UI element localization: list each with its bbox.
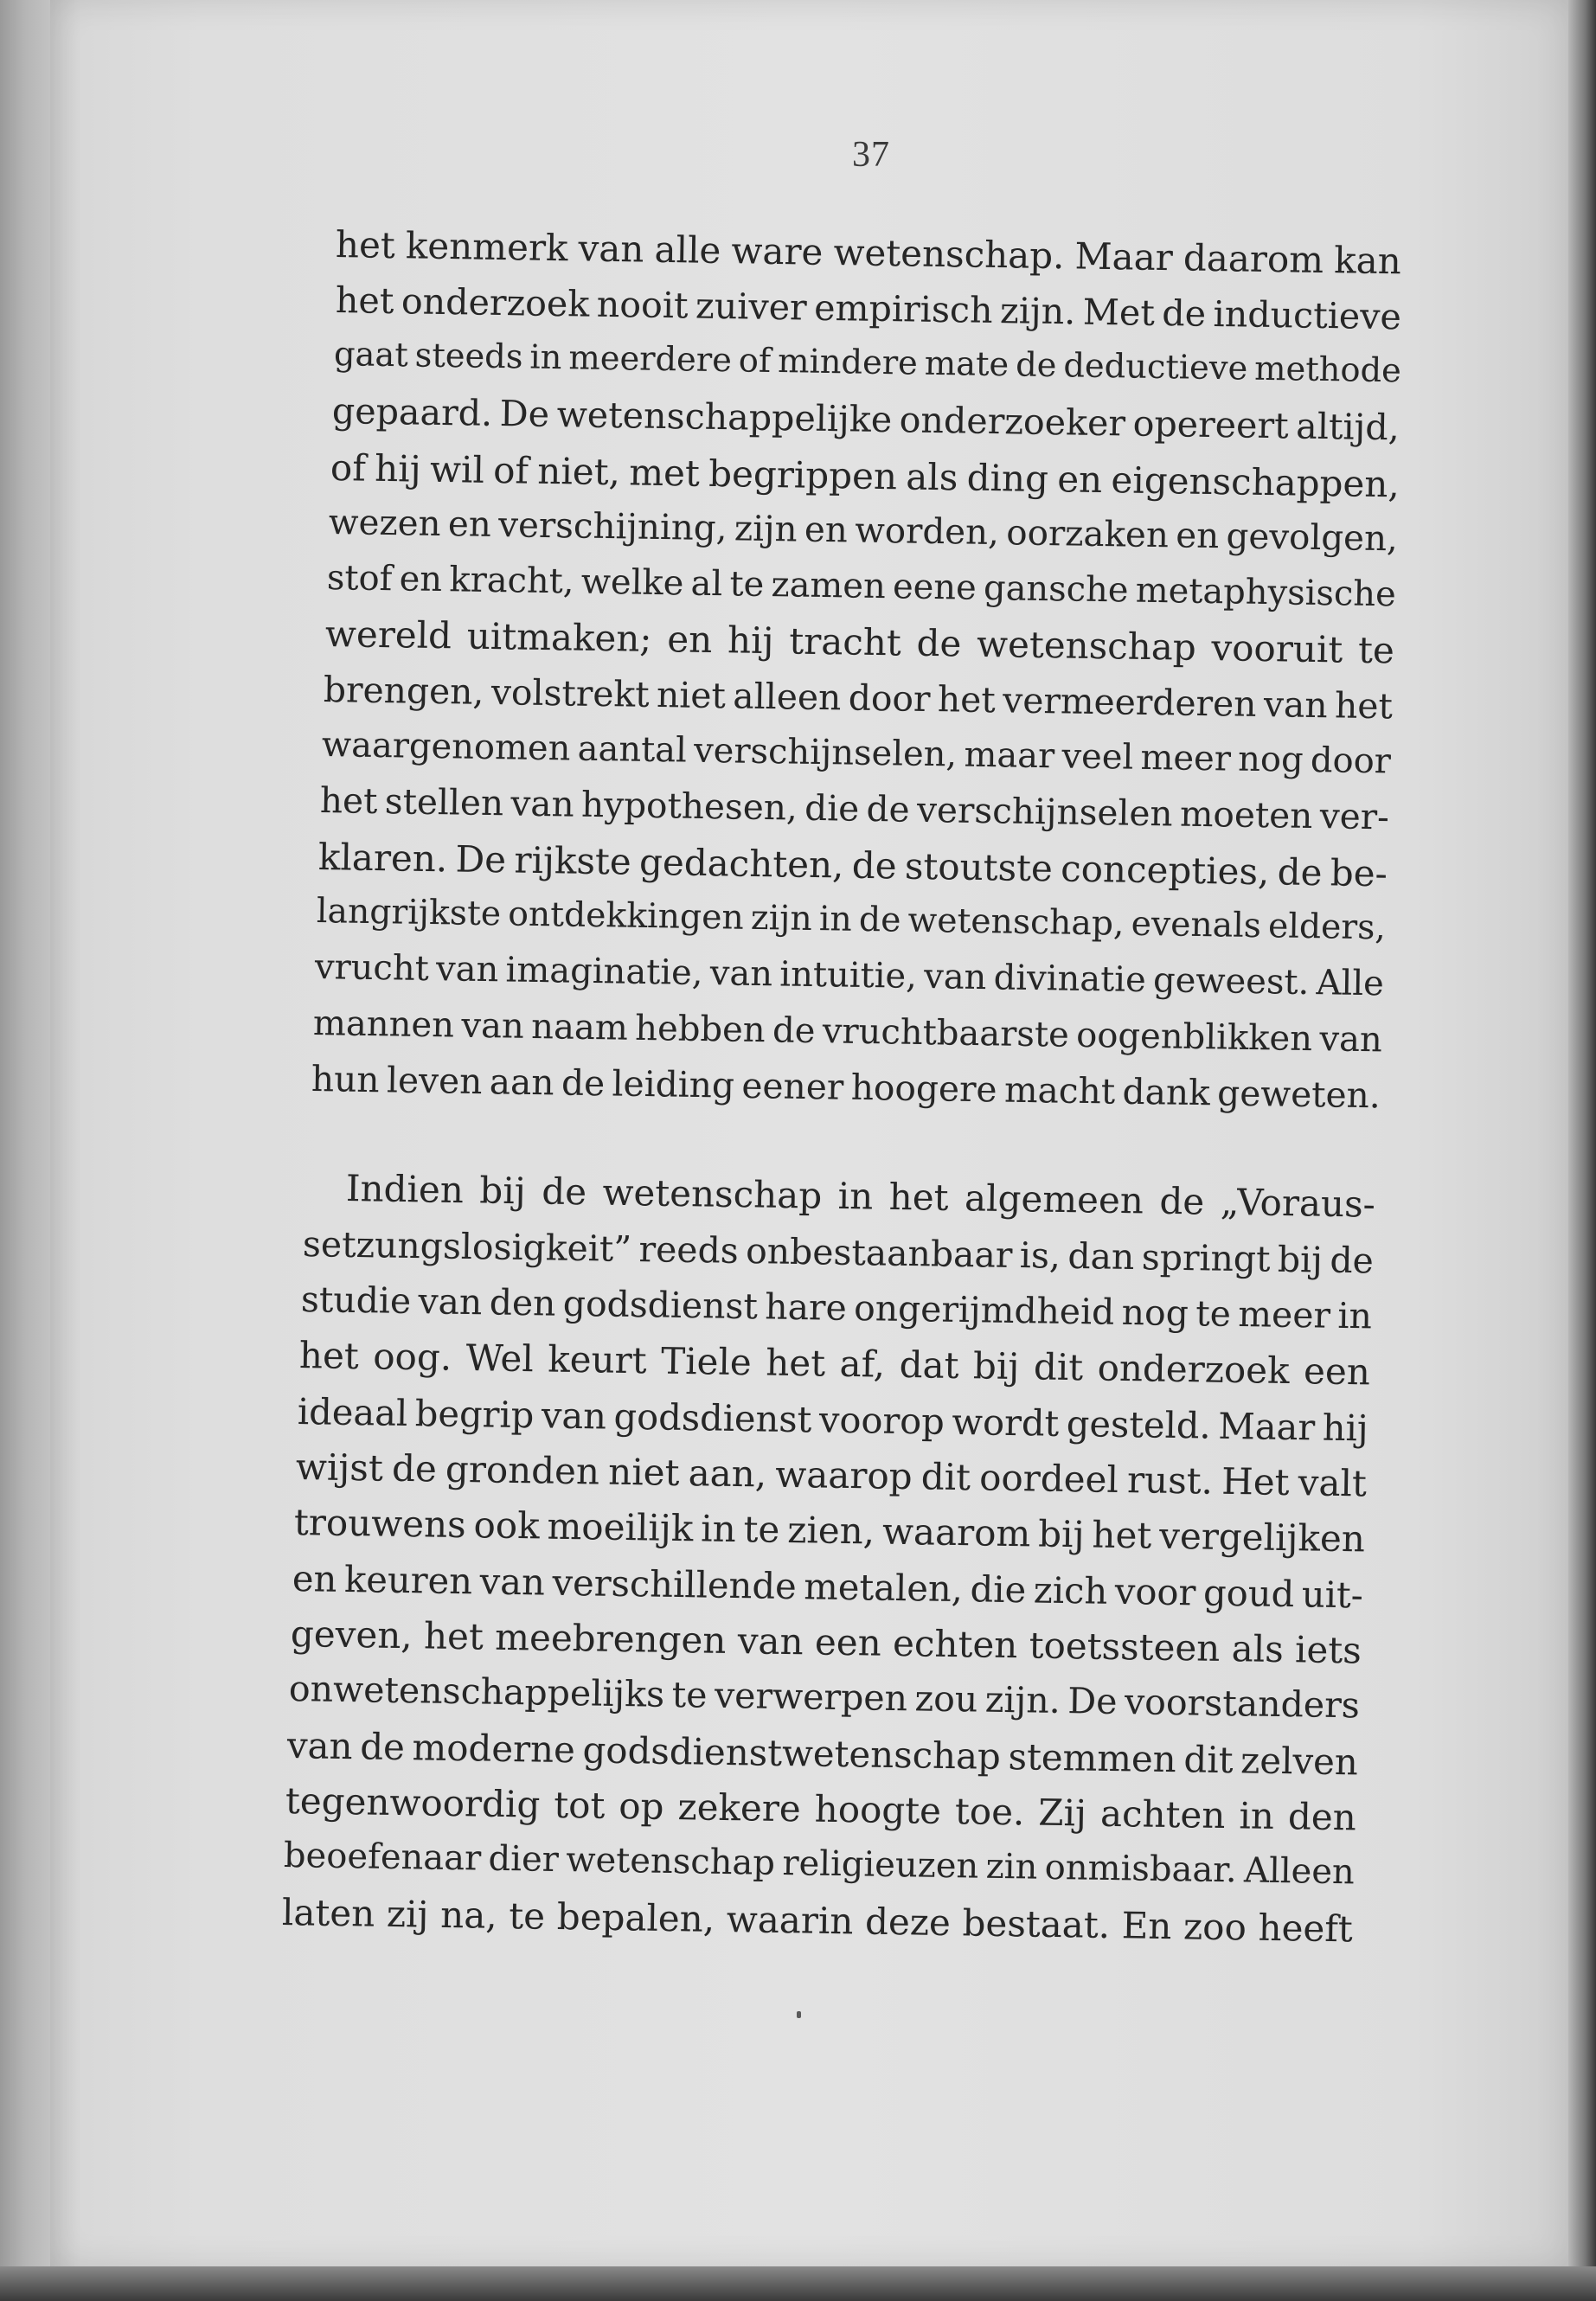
text-line: het oog. Wel keurt Tiele het af, dat bij dit onderzoek een <box>298 1334 1371 1394</box>
text-line: gepaard. De wetenschappelijke onderzoeker opereert altijd, <box>331 390 1401 449</box>
scan-speck <box>797 2011 801 2018</box>
text-line: het stellen van hypothesen, die de verschijnselen moeten ver- <box>319 779 1390 838</box>
text-line: mannen van naam hebben de vruchtbaarste oogenblikken van <box>312 1003 1383 1061</box>
text-line: Indien bij de wetenschap in het algemeen de „Voraus- <box>345 1167 1376 1226</box>
text-line: waargenomen aantal verschijnselen, maar veel meer nog door <box>321 725 1392 782</box>
text-line: hun leven aan de leiding eener hoogere macht dank geweten. <box>311 1058 1381 1117</box>
text-line: vrucht van imaginatie, van intuitie, van divinatie geweest. Alle <box>314 947 1385 1004</box>
text-line: setzungslosigkeit” reeds onbestaanbaar is, dan springt bij de <box>302 1223 1375 1282</box>
text-line: gaat steeds in meerdere of mindere mate de deductieve methode <box>333 335 1402 391</box>
text-line: wereld uitmaken; en hij tracht de wetenschap vooruit te <box>324 612 1395 672</box>
text-line: ideaal begrip van godsdienst voorop wordt gesteld. Maar hij <box>297 1390 1369 1450</box>
text-line: of hij wil of niet, met begrippen als ding en eigenschappen, <box>330 446 1401 506</box>
text-line: onwetenschappelijks te verwerpen zou zijn. De voorstanders <box>288 1668 1361 1727</box>
text-line: trouwens ook moeilijk in te zien, waarom bij het vergelijken <box>293 1501 1366 1561</box>
text-line: het onderzoek nooit zuiver empirisch zijn. Met de inductieve <box>335 279 1402 338</box>
text-line: stof en kracht, welke al te zamen eene gansche metaphysische <box>326 558 1397 615</box>
page-number: 37 <box>852 135 890 175</box>
text-line: en keuren van verschillende metalen, die zich voor goud uit- <box>292 1557 1364 1617</box>
text-line: laten zij na, te bepalen, waarin deze bestaat. En zoo heeft <box>281 1891 1354 1951</box>
text-line: brengen, volstrekt niet alleen door het vermeerderen van het <box>323 669 1394 727</box>
text-line: wezen en verschijning, zijn en worden, oorzaken en gevolgen, <box>328 502 1399 560</box>
text-line: langrijkste ontdekkingen zijn in de wetenschap, evenals elders, <box>316 892 1387 948</box>
text-line: beoefenaar dier wetenschap religieuzen zin onmisbaar. Alleen <box>283 1836 1356 1893</box>
text-line: wijst de gronden niet aan, waarop dit oordeel rust. Het valt <box>295 1445 1368 1505</box>
text-line: tegenwoordig tot op zekere hoogte toe. Zij achten in den <box>285 1779 1357 1839</box>
text-line: geven, het meebrengen van een echten toetssteen als iets <box>290 1612 1362 1672</box>
text-line: het kenmerk van alle ware wetenschap. Maar daarom kan <box>335 223 1402 283</box>
text-line: klaren. De rijkste gedachten, de stoutste concepties, de be- <box>317 836 1388 895</box>
text-line: studie van den godsdienst hare ongerijmdheid nog te meer in <box>300 1279 1373 1337</box>
text-line: van de moderne godsdienstwetenschap stemmen dit zelven <box>286 1724 1359 1784</box>
